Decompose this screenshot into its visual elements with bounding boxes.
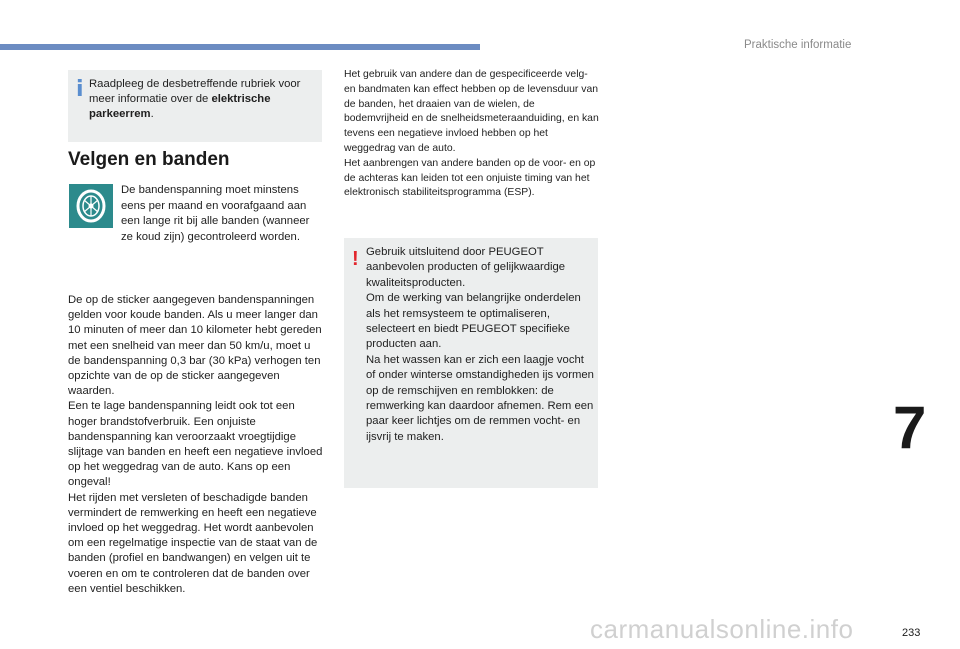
left-paragraph: Het rijden met versleten of beschadigde banden vermindert de remwerking en heeft een negatieve invloed op het weggedrag. Het wordt aanbevolen om een regelmatige inspectie van de staat van de banden (profiel en bandwangen) en velgen uit te voeren en om te controleren dat de banden over een ventiel beschikken. [68,491,318,595]
page-number: 233 [902,627,921,639]
info-icon: i [76,77,84,102]
info-text-bold: elektrische parkeerrem [89,93,271,120]
warning-icon: ! [352,248,359,270]
info-box [68,70,322,142]
right-paragraph: Het gebruik van andere dan de gespecificeerde velg- en bandmaten kan effect hebben op de levensduur van de banden, het draaien van de wielen, de bodemvrijheid en de snelheidsmeteraanduiding, en kan tevens een negatieve invloed hebben op het weggedrag van de auto. [344,69,599,154]
chapter-number: 7 [893,394,927,461]
header-accent-bar [0,44,480,50]
tyre-icon [69,184,113,228]
left-paragraph: Een te lage bandenspanning leidt ook tot een hoger brandstofverbruik. Een onjuiste bandenspanning kan veroorzaakt vroegtijdige slijtage van banden en heeft een negatieve invloed op het weggedrag van de auto. Kans op een ongeval! [68,400,323,489]
tyre-pressure-note: De bandenspanning moet minstens eens per maand en voorafgaand aan een lange rit bij alle banden (wanneer ze koud zijn) gecontroleerd worden. [121,184,310,243]
warning-paragraph: Gebruik uitsluitend door PEUGEOT aanbevolen producten of gelijkwaardige kwaliteitsproducten. [366,246,566,289]
right-body-text [344,68,602,201]
warning-text [366,245,594,445]
warning-box [344,238,598,488]
watermark: carmanualsonline.info [590,614,854,644]
section-title: Praktische informatie [744,39,852,51]
left-paragraph: De op de sticker aangegeven bandenspanningen gelden voor koude banden. Als u meer langer dan 10 minuten of meer dan 10 kilometer hebt gereden met een snelheid van meer dan 50 km/u, moet u de bandenspanning 0,3 bar (30 kPa) verhogen ten opzichte van de op de sticker aangegeven waarden. [68,294,322,398]
info-text-start: Raadpleeg de desbetreffende rubriek voor meer informatie over de [89,78,301,105]
warning-paragraph: Na het wassen kan er zich een laagje vocht of onder winterse omstandigheden ijs vormen op de remschijven en remblokken: de remwerking kan daardoor afnemen. Rem een paar keer lichtjes om de remmen vocht- en ijsvrij te maken. [366,353,594,443]
warning-paragraph: Om de werking van belangrijke onderdelen als het remsysteem te optimaliseren, selecteert en biedt PEUGEOT specifieke producten aan. [366,292,581,351]
info-text-end: . [150,108,154,120]
left-body-text [68,293,324,597]
page-heading: Velgen en banden [68,149,230,170]
info-text [89,77,315,122]
right-paragraph: Het aanbrengen van andere banden op de voor- en op de achteras kan leiden tot een onjuiste timing van het elektronisch stabiliteitsprogramma (ESP). [344,157,596,199]
